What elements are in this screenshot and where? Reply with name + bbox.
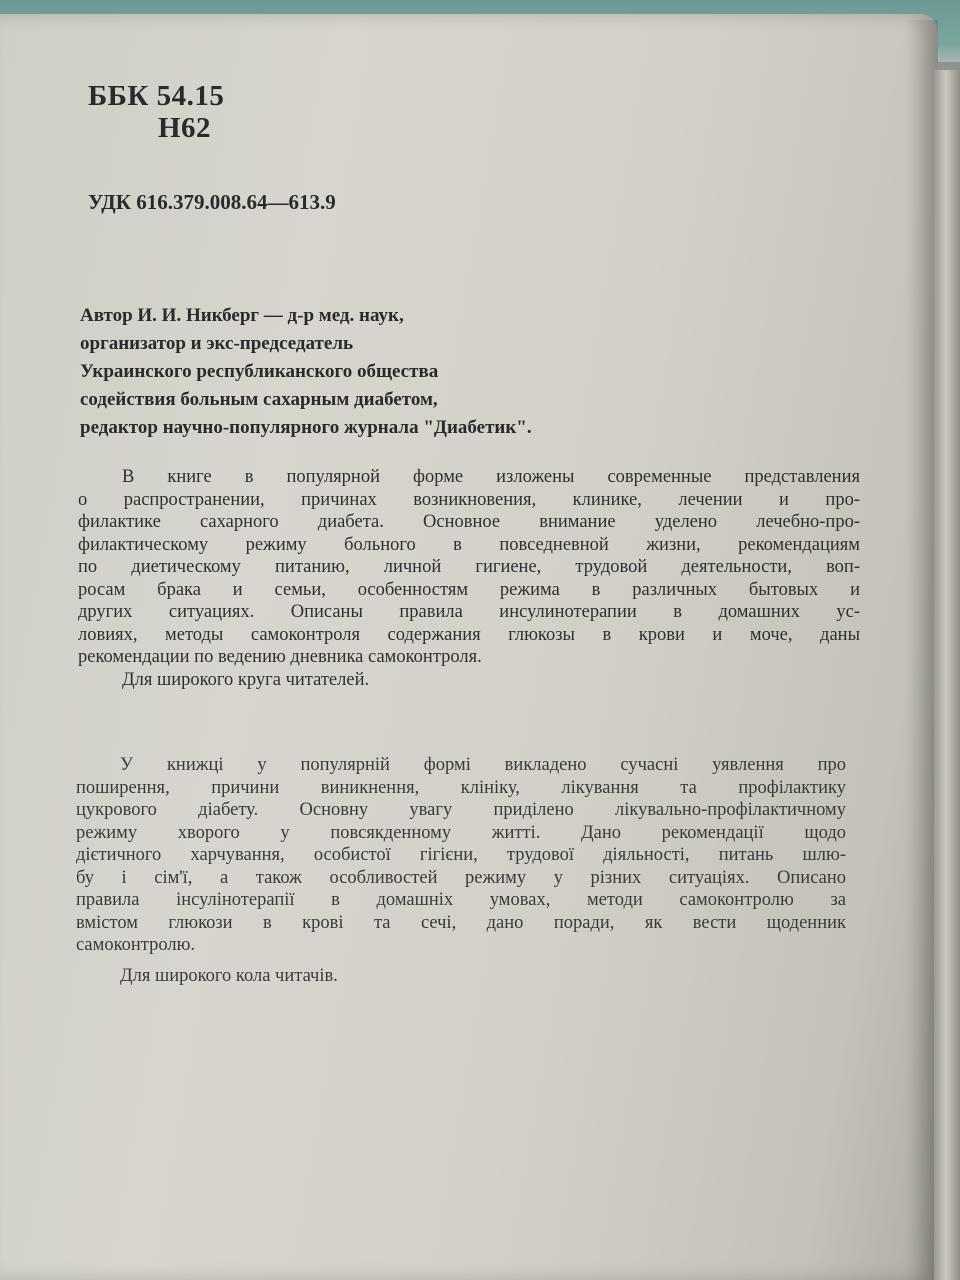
annotation-line: бу і сім'ї, а також особливостей режиму у різних ситуаціях. Описано bbox=[76, 867, 846, 888]
audience-note: Для широкого кола читачів. bbox=[120, 965, 338, 986]
annotation-line: филактике сахарного диабета. Основное внимание уделено лечебно-про- bbox=[78, 512, 860, 532]
author-info bbox=[80, 302, 532, 442]
annotation-line: ловиях, методы самоконтроля содержания глюкозы в крови и моче, даны bbox=[78, 624, 860, 645]
audience-note: Для широкого круга читателей. bbox=[122, 669, 370, 690]
annotation-line: У книжці у популярній формі викладено сучасні уявлення про bbox=[120, 755, 846, 775]
annotation-line: дієтичного харчування, особистої гігієни, трудової діяльності, питань шлю- bbox=[76, 845, 846, 865]
annotation-line: самоконтролю. bbox=[76, 935, 196, 955]
udk-code: УДК 616.379.008.64—613.9 bbox=[88, 190, 336, 214]
annotation-line: росам брака и семьи, особенностям режима в различных бытовых и bbox=[78, 579, 860, 600]
author-line: содействия больным сахарным диабетом, bbox=[80, 389, 438, 410]
bbk-code: ББК 54.15 bbox=[88, 80, 225, 112]
author-line: организатор и экс-председатель bbox=[80, 333, 354, 354]
author-line: Автор И. И. Никберг — д-р мед. наук, bbox=[80, 305, 404, 326]
annotation-line: В книге в популярной форме изложены современные представления bbox=[122, 467, 860, 487]
annotation-line: режиму хворого у повсякденному житті. Дано рекомендації щодо bbox=[76, 822, 846, 843]
author-index: Н62 bbox=[158, 112, 212, 144]
annotation-line: цукрового діабету. Основну увагу приділено лікувально-профілактичному bbox=[76, 800, 846, 820]
annotation-ukrainian bbox=[76, 754, 846, 987]
annotation-line: филактическому режиму больного в повседневной жизни, рекомендациям bbox=[78, 534, 860, 555]
author-line: редактор научно-популярного журнала "Диабетик". bbox=[80, 417, 532, 438]
annotation-line: других ситуациях. Описаны правила инсулинотерапии в домашних ус- bbox=[78, 602, 860, 622]
annotation-line: поширення, причини виникнення, клініку, лікування та профілактику bbox=[76, 777, 846, 798]
annotation-line: рекомендации по ведению дневника самоконтроля. bbox=[78, 647, 482, 667]
author-line: Украинского республиканского общества bbox=[80, 361, 439, 382]
annotation-line: по диетическому питанию, личной гигиене, трудовой деятельности, воп- bbox=[78, 557, 860, 577]
annotation-line: вмістом глюкози в крові та сечі, дано поради, як вести щоденник bbox=[76, 912, 846, 933]
page-edge bbox=[934, 70, 960, 1280]
annotation-line: о распространении, причинах возникновения, клинике, лечении и про- bbox=[78, 489, 860, 510]
annotation-line: правила інсулінотерапії в домашніх умовах, методи самоконтролю за bbox=[76, 890, 846, 910]
annotation-russian bbox=[78, 466, 860, 691]
